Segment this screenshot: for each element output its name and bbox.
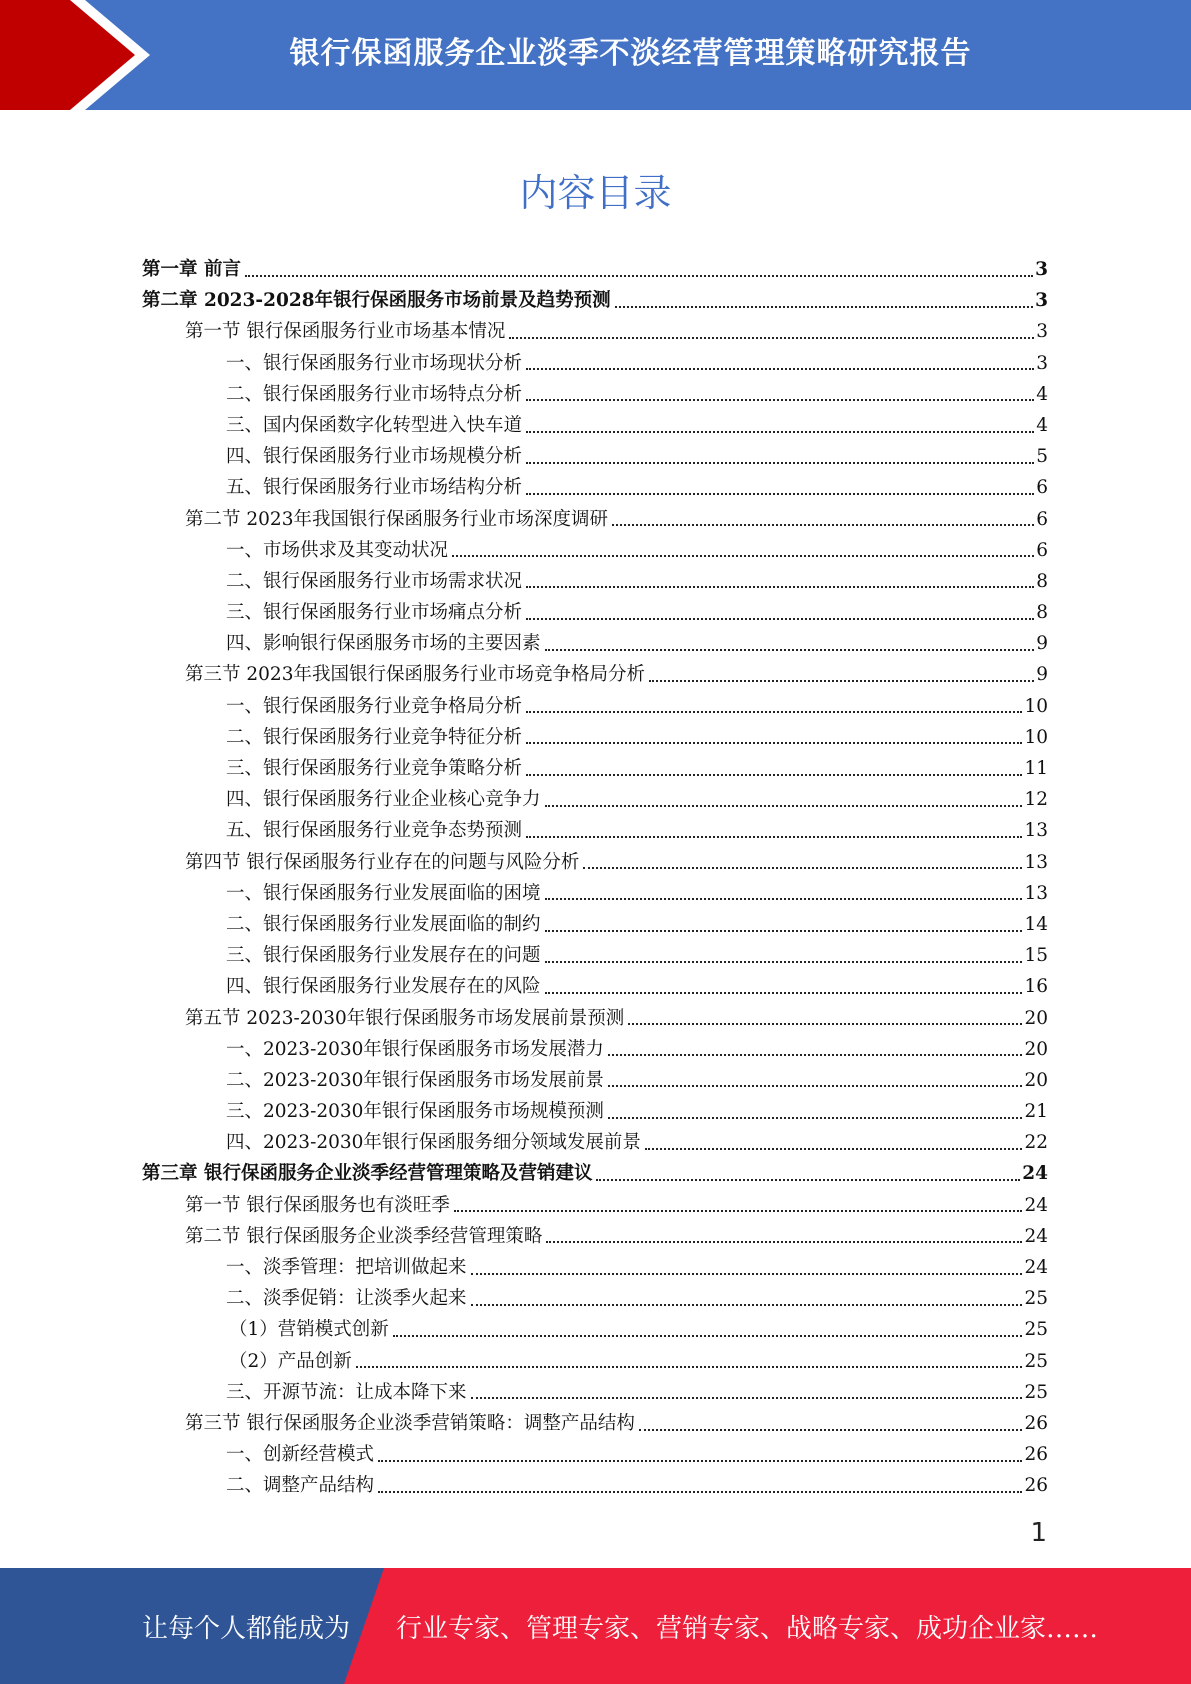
toc-entry-page: 3 [1035, 259, 1048, 280]
toc-dot-leader [615, 306, 1034, 308]
toc-entry-title: （2）产品创新 [229, 1350, 352, 1372]
toc-entry-title: 四、银行保函服务行业市场规模分析 [226, 446, 523, 468]
toc-entry-title: 三、国内保函数字化转型进入快车道 [226, 414, 523, 436]
toc-entry[interactable] [142, 1034, 1048, 1065]
toc-entry[interactable] [142, 316, 1048, 347]
toc-entry-title: 第二节 银行保函服务企业淡季经营管理策略 [185, 1225, 543, 1247]
toc-entry-title: 五、银行保函服务行业竞争态势预测 [226, 820, 523, 842]
toc-entry-title: 第一节 银行保函服务行业市场基本情况 [185, 321, 506, 343]
toc-entry[interactable] [142, 940, 1048, 971]
toc-entry-page: 22 [1024, 1132, 1048, 1154]
toc-entry-title: 一、银行保函服务行业市场现状分析 [226, 352, 523, 374]
toc-dot-leader [526, 836, 1022, 838]
toc-entry[interactable] [142, 285, 1048, 316]
toc-entry-page: 4 [1036, 383, 1048, 405]
toc-entry-page: 3 [1036, 352, 1048, 374]
toc-entry-page: 16 [1024, 976, 1048, 998]
toc-dot-leader [628, 1023, 1022, 1025]
report-title: 银行保函服务企业淡季不淡经营管理策略研究报告 [289, 36, 972, 71]
toc-dot-leader [608, 1085, 1023, 1087]
toc-entry-page: 9 [1036, 664, 1048, 686]
toc-entry-title: 二、银行保函服务行业竞争特征分析 [226, 726, 523, 748]
toc-entry[interactable] [142, 1003, 1048, 1034]
toc-entry-page: 20 [1024, 1069, 1048, 1091]
toc-entry[interactable] [142, 1314, 1048, 1345]
toc-dot-leader [583, 867, 1022, 869]
toc-entry-page: 26 [1024, 1475, 1048, 1497]
toc-entry[interactable] [142, 815, 1048, 846]
toc-entry-page: 13 [1024, 851, 1048, 873]
toc-entry[interactable] [142, 1096, 1048, 1127]
toc-entry[interactable] [142, 379, 1048, 410]
toc-dot-leader [356, 1366, 1023, 1368]
footer-slogan-right: 行业专家、管理专家、营销专家、战略专家、成功企业家…… [396, 1613, 1099, 1644]
toc-entry-page: 3 [1036, 321, 1048, 343]
footer-slogan-left: 让每个人都能成为 [142, 1613, 351, 1644]
toc-entry-title: 二、淡季促销：让淡季火起来 [226, 1288, 467, 1310]
toc-entry[interactable] [142, 784, 1048, 815]
toc-entry-title: 第二章 2023-2028年银行保函服务市场前景及趋势预测 [142, 290, 611, 312]
toc-entry[interactable] [142, 597, 1048, 628]
toc-dot-leader [471, 1397, 1023, 1399]
toc-entry-page: 6 [1036, 539, 1048, 561]
toc-entry[interactable] [142, 909, 1048, 940]
toc-entry-page: 26 [1024, 1444, 1048, 1466]
toc-dot-leader [545, 898, 1023, 900]
toc-dot-leader [526, 368, 1034, 370]
toc-entry-page: 25 [1024, 1319, 1048, 1341]
toc-entry-page: 6 [1036, 477, 1048, 499]
toc-entry-page: 20 [1024, 1007, 1048, 1029]
toc-entry-title: 一、创新经营模式 [226, 1444, 375, 1466]
toc-entry[interactable] [142, 1346, 1048, 1377]
toc-dot-leader [471, 1304, 1023, 1306]
toc-dot-leader [526, 742, 1022, 744]
toc-entry-title: 三、银行保函服务行业发展存在的问题 [226, 945, 541, 967]
toc-entry-title: （1）营销模式创新 [229, 1319, 389, 1341]
toc-entry-page: 8 [1036, 602, 1048, 624]
toc-entry[interactable] [142, 410, 1048, 441]
toc-entry-title: 二、银行保函服务行业市场需求状况 [226, 570, 523, 592]
toc-entry-title: 二、银行保函服务行业发展面临的制约 [226, 913, 541, 935]
toc-entry[interactable] [142, 472, 1048, 503]
toc-entry[interactable] [142, 535, 1048, 566]
toc-entry[interactable] [142, 254, 1048, 285]
toc-entry-page: 25 [1024, 1350, 1048, 1372]
toc-entry-page: 6 [1036, 508, 1048, 530]
toc-dot-leader [645, 1148, 1023, 1150]
footer-banner [0, 1568, 1191, 1684]
toc-entry[interactable] [142, 722, 1048, 753]
toc-dot-leader [545, 805, 1023, 807]
toc-dot-leader [378, 1491, 1022, 1493]
toc-entry-title: 三、银行保函服务行业市场痛点分析 [226, 602, 523, 624]
toc-entry-page: 3 [1035, 290, 1048, 312]
toc-entry[interactable] [142, 1377, 1048, 1408]
toc-dot-leader [245, 275, 1033, 277]
toc-dot-leader [545, 992, 1023, 994]
toc-entry-title: 第三节 银行保函服务企业淡季营销策略：调整产品结构 [185, 1412, 635, 1434]
toc-dot-leader [649, 680, 1034, 682]
toc-entry-title: 二、2023-2030年银行保函服务市场发展前景 [226, 1069, 604, 1091]
toc-dot-leader [608, 1117, 1023, 1119]
toc-dot-leader [526, 618, 1034, 620]
toc-entry-title: 一、银行保函服务行业竞争格局分析 [226, 695, 523, 717]
toc-entry[interactable] [142, 1408, 1048, 1439]
toc-dot-leader [378, 1460, 1022, 1462]
toc-dot-leader [545, 961, 1023, 963]
toc-dot-leader [545, 649, 1034, 651]
toc-entry[interactable] [142, 847, 1048, 878]
toc-entry-page: 13 [1024, 882, 1048, 904]
toc-entry-title: 四、影响银行保函服务市场的主要因素 [226, 633, 541, 655]
header-chevron-graphic [0, 0, 160, 110]
toc-entry[interactable] [142, 441, 1048, 472]
chevron-red [0, 0, 135, 110]
toc-dot-leader [509, 337, 1034, 339]
toc-entry-title: 第三章 银行保函服务企业淡季经营管理策略及营销建议 [142, 1163, 593, 1185]
toc-entry-page: 11 [1024, 758, 1048, 779]
toc-entry[interactable] [142, 691, 1048, 722]
toc-entry[interactable] [142, 1065, 1048, 1096]
toc-entry[interactable] [142, 1190, 1048, 1221]
page-number: 1 [1030, 1518, 1047, 1548]
toc-dot-leader [526, 774, 1022, 776]
toc-dot-leader [454, 1210, 1023, 1212]
toc-entry[interactable] [142, 504, 1048, 535]
toc-entry-page: 8 [1036, 570, 1048, 592]
toc-entry[interactable] [142, 1439, 1048, 1470]
toc-entry[interactable] [142, 566, 1048, 597]
toc-entry-title: 三、2023-2030年银行保函服务市场规模预测 [226, 1101, 604, 1123]
toc-entry-page: 10 [1024, 695, 1048, 717]
toc-entry-title: 四、银行保函服务行业发展存在的风险 [226, 976, 541, 998]
toc-entry-title: 第一章 前言 [142, 259, 241, 280]
toc-entry-title: 二、调整产品结构 [226, 1475, 375, 1497]
toc-entry-page: 24 [1024, 1257, 1048, 1278]
toc-dot-leader [526, 431, 1034, 433]
toc-entry-title: 第二节 2023年我国银行保函服务行业市场深度调研 [185, 508, 608, 530]
toc-entry-title: 第五节 2023-2030年银行保函服务市场发展前景预测 [185, 1007, 625, 1029]
toc-dot-leader [452, 555, 1034, 557]
table-of-contents [142, 254, 1048, 1502]
toc-dot-leader [608, 1054, 1023, 1056]
toc-dot-leader [612, 524, 1034, 526]
toc-dot-leader [393, 1335, 1023, 1337]
toc-entry-title: 三、开源节流：让成本降下来 [226, 1381, 467, 1403]
toc-entry-page: 13 [1024, 820, 1048, 842]
toc-entry[interactable] [142, 971, 1048, 1002]
toc-entry-title: 一、银行保函服务行业发展面临的困境 [226, 882, 541, 904]
toc-entry[interactable] [142, 1127, 1048, 1158]
toc-dot-leader [596, 1179, 1020, 1181]
toc-heading: 内容目录 [519, 171, 672, 215]
toc-entry-page: 24 [1024, 1194, 1048, 1216]
toc-dot-leader [471, 1273, 1023, 1275]
toc-entry-page: 20 [1024, 1038, 1048, 1060]
toc-entry[interactable] [142, 878, 1048, 909]
toc-entry-page: 21 [1024, 1101, 1048, 1123]
toc-entry-page: 26 [1024, 1412, 1048, 1434]
toc-entry-page: 5 [1036, 446, 1048, 468]
toc-entry-title: 五、银行保函服务行业市场结构分析 [226, 477, 523, 499]
toc-entry-title: 一、淡季管理：把培训做起来 [226, 1257, 467, 1278]
toc-entry-title: 四、2023-2030年银行保函服务细分领域发展前景 [226, 1132, 641, 1154]
toc-entry[interactable] [142, 1470, 1048, 1501]
toc-entry-title: 三、银行保函服务行业竞争策略分析 [226, 758, 523, 779]
toc-entry[interactable] [142, 1158, 1048, 1189]
toc-entry-title: 一、市场供求及其变动状况 [226, 539, 449, 561]
toc-entry[interactable] [142, 1283, 1048, 1314]
toc-entry-page: 12 [1024, 789, 1048, 811]
toc-dot-leader [526, 493, 1034, 495]
toc-dot-leader [526, 711, 1022, 713]
toc-entry-page: 9 [1036, 633, 1048, 655]
toc-entry-page: 25 [1024, 1288, 1048, 1310]
toc-entry[interactable] [142, 659, 1048, 690]
toc-entry-page: 25 [1024, 1381, 1048, 1403]
toc-entry-title: 第四节 银行保函服务行业存在的问题与风险分析 [185, 851, 580, 873]
toc-entry-title: 四、银行保函服务行业企业核心竞争力 [226, 789, 541, 811]
toc-entry-title: 第一节 银行保函服务也有淡旺季 [185, 1194, 450, 1216]
toc-entry[interactable] [142, 348, 1048, 379]
toc-entry-title: 一、2023-2030年银行保函服务市场发展潜力 [226, 1038, 604, 1060]
toc-entry-title: 二、银行保函服务行业市场特点分析 [226, 383, 523, 405]
toc-entry[interactable] [142, 1221, 1048, 1252]
toc-entry-page: 4 [1036, 414, 1048, 436]
toc-entry[interactable] [142, 1252, 1048, 1283]
toc-entry[interactable] [142, 628, 1048, 659]
toc-dot-leader [545, 930, 1023, 932]
toc-entry-page: 15 [1024, 945, 1048, 967]
toc-entry-page: 10 [1024, 726, 1048, 748]
toc-entry-page: 24 [1024, 1225, 1048, 1247]
toc-dot-leader [526, 462, 1034, 464]
toc-entry-title: 第三节 2023年我国银行保函服务行业市场竞争格局分析 [185, 664, 645, 686]
toc-entry-page: 24 [1022, 1163, 1048, 1185]
toc-dot-leader [546, 1241, 1022, 1243]
toc-entry-page: 14 [1024, 913, 1048, 935]
report-header [0, 0, 1191, 110]
toc-dot-leader [639, 1429, 1023, 1431]
toc-entry[interactable] [142, 753, 1048, 784]
toc-dot-leader [526, 399, 1034, 401]
toc-dot-leader [526, 586, 1034, 588]
